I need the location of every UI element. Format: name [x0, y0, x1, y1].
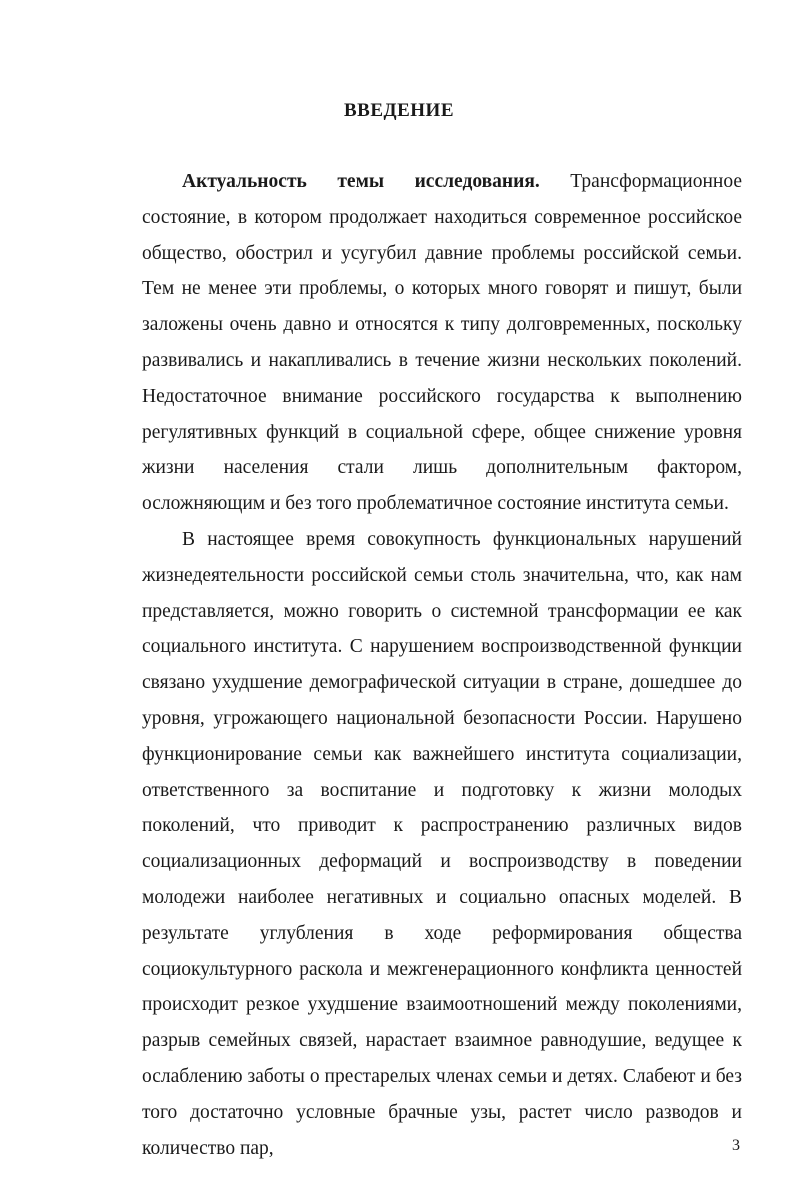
paragraph-text: Трансформационное состояние, в котором продолжает находиться современное российское общество, обострил и усугубил давние проблемы российской семьи. Тем не менее эти проблемы, о которых много говорят и пишут, были заложены очень давно и относятся к типу долговременных, поскольку развивались и накапливались в течение жизни нескольких поколений. Недостаточное внимание российского государства к выполнению регулятивных функций в социальной сфере, общее снижение уровня жизни населения стали лишь дополнительным фактором, осложняющим и без того проблематичное состояние института семьи. [142, 171, 742, 515]
paragraph-text: В настоящее время совокупность функциональных нарушений жизнедеятельности российской семьи столь значительна, что, как нам представляется, можно говорить о системной трансформации ее как социального института. С нарушением воспроизводственной функции связано ухудшение демографической ситуации в стране, дошедшее до уровня, угрожающего национальной безопасности России. Нарушено функционирование семьи как важнейшего института социализации, ответственного за воспитание и подготовку к жизни молодых поколений, что приводит к распространению различных видов социализационных деформаций и воспроизводству в поведении молодежи наиболее негативных и социально опасных моделей. В результате углубления в ходе реформирования общества социокультурного раскола и межгенерационного конфликта ценностей происходит резкое ухудшение взаимоотношений между поколениями, разрыв семейных связей, нарастает взаимное равнодушие, ведущее к ослаблению заботы о престарелых членах семьи и детях. Слабеют и без того достаточно условные брачные узы, растет число разводов и количество пар, [142, 528, 742, 1159]
body-text [142, 164, 742, 1166]
paragraph-lead: Актуальность темы исследования. [182, 171, 540, 192]
page-title: ВВЕДЕНИЕ [344, 100, 454, 121]
paragraph-2 [142, 522, 742, 1166]
page-number: 3 [732, 1137, 740, 1154]
paragraph-1 [142, 164, 742, 522]
